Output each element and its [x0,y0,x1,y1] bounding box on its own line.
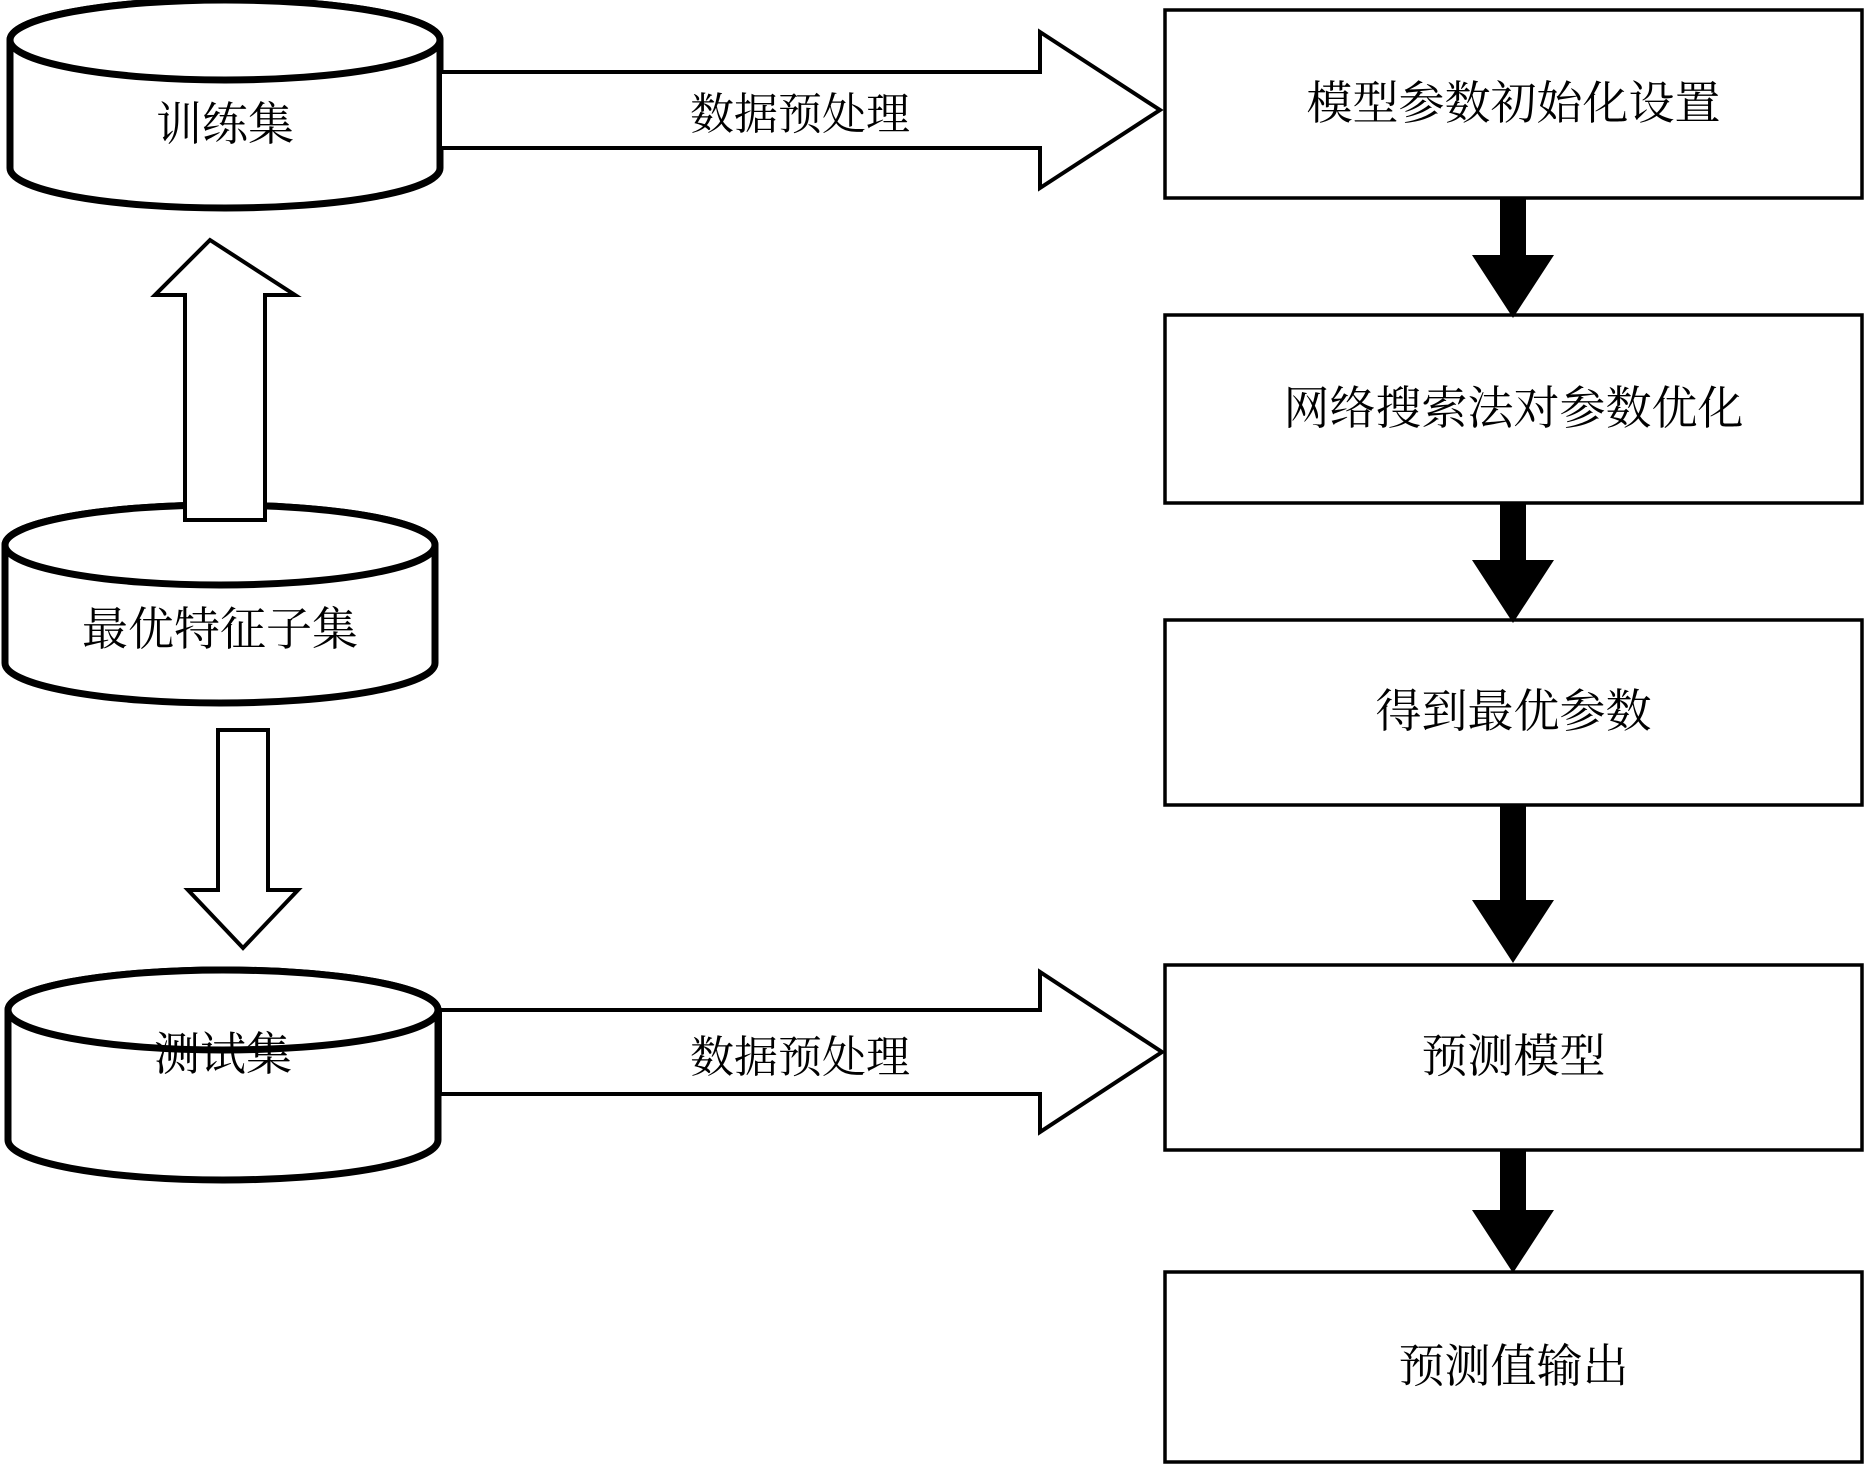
arrow-search-to-params [1472,503,1554,623]
box-best-params [1165,620,1862,805]
box-prediction-model-label: 预测模型 [1421,1031,1606,1083]
cylinder-test-set [8,970,438,1180]
box-prediction-model [1165,965,1862,1150]
block-arrow-train-preprocess [440,32,1160,188]
arrow-model-to-output [1472,1150,1554,1273]
cylinder-train-set-label: 训练集 [156,98,294,150]
arrow-init-to-search [1472,198,1554,318]
block-arrow-subset-to-train [155,240,295,520]
block-arrow-test-preprocess [440,972,1162,1132]
box-grid-search-label: 网络搜索法对参数优化 [1283,382,1744,434]
edge-label-preprocess-train: 数据预处理 [690,90,910,139]
cylinder-test-set-label: 测试集 [154,1028,292,1080]
box-param-init [1165,10,1862,198]
edge-label-preprocess-test: 数据预处理 [690,1033,910,1082]
cylinder-optimal-feature-subset-label: 最优特征子集 [82,603,358,655]
box-prediction-output [1165,1272,1862,1462]
box-grid-search [1165,315,1862,503]
cylinder-train-set [10,0,440,208]
arrow-params-to-model [1472,805,1554,963]
box-best-params-label: 得到最优参数 [1375,686,1652,738]
box-param-init-label: 模型参数初始化设置 [1306,77,1721,129]
cylinder-optimal-feature-subset [5,505,435,703]
box-prediction-output-label: 预测值输出 [1398,1340,1629,1392]
block-arrow-subset-to-test [188,730,298,948]
